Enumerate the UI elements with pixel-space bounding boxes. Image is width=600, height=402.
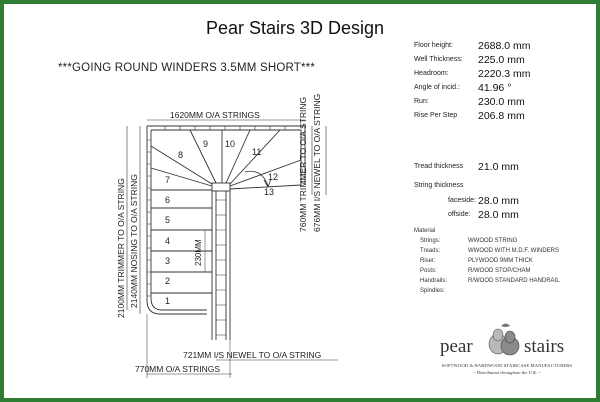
logo-tagline: SOFTWOOD & HARDWOOD STAIRCASE MANUFACTURERS xyxy=(441,363,573,368)
material-label: Treads: xyxy=(420,248,441,254)
step-number: 9 xyxy=(203,139,209,149)
step-number: 12 xyxy=(268,172,279,182)
spec-label: Rise Per Step xyxy=(414,112,458,119)
diagram-subtitle: ***GOING ROUND WINDERS 3.5MM SHORT*** xyxy=(58,62,316,74)
faceside-label: faceside: xyxy=(448,197,477,204)
dim-left-outer-label: 2140MM NOSING TO O/A STRING xyxy=(129,174,139,308)
material-label: Strings: xyxy=(420,238,441,244)
step-number: 13 xyxy=(264,187,275,197)
step-number: 1 xyxy=(165,296,171,306)
dim-left-inner-label: 2100MM TRIMMER TO O/A STRING xyxy=(116,178,126,318)
step-number: 3 xyxy=(165,256,171,266)
step-number: 7 xyxy=(165,175,171,185)
spec-value: 225.0 mm xyxy=(478,54,525,66)
material-label: Handrails: xyxy=(420,278,448,284)
dim-top-label: 1620MM O/A STRINGS xyxy=(170,110,260,120)
material-value: PLYWOOD 9MM THICK xyxy=(468,258,533,264)
spec-value: 2688.0 mm xyxy=(478,40,531,52)
dim-bottom-lower-label: 770MM O/A STRINGS xyxy=(135,364,221,374)
tread-thickness-label: Tread thickness xyxy=(414,163,464,170)
logo-tagline-2: ~ Distribution throughout the U.K. ~ xyxy=(473,370,541,375)
step-number: 2 xyxy=(165,276,171,286)
spec-label: Headroom: xyxy=(414,70,449,77)
string-thickness-label: String thickness xyxy=(414,182,464,189)
tread-thickness-value: 21.0 mm xyxy=(478,161,519,173)
pear-icon xyxy=(484,320,524,356)
logo-word-right: stairs xyxy=(524,336,565,357)
dim-right-outer-label: 676MM I/S NEWEL TO O/A STRING xyxy=(312,93,322,232)
offside-label: offside: xyxy=(448,211,471,218)
step-number: 11 xyxy=(252,147,262,157)
spec-value: 206.8 mm xyxy=(478,110,525,122)
logo-word-left: pear xyxy=(440,336,473,357)
material-label: Posts: xyxy=(420,268,437,274)
dim-bottom-upper-label: 721MM I/S NEWEL TO O/A STRING xyxy=(183,350,322,360)
spec-value: 230.0 mm xyxy=(478,96,525,108)
step-number: 4 xyxy=(165,236,171,246)
material-label: Riser: xyxy=(420,258,436,264)
inner-string-2 xyxy=(226,191,230,340)
material-value: R/WOOD STANDARD HANDRAIL xyxy=(468,278,560,284)
page-title: Pear Stairs 3D Design xyxy=(205,18,385,38)
material-value: R/WOOD STOP/CHAM xyxy=(468,268,531,274)
offside-value: 28.0 mm xyxy=(478,209,519,221)
material-value: WWOOD STRING xyxy=(468,238,518,244)
outer-string xyxy=(147,126,207,314)
step-number: 8 xyxy=(178,150,184,160)
spec-label: Run: xyxy=(414,98,429,105)
faceside-value: 28.0 mm xyxy=(478,195,519,207)
spec-label: Floor height: xyxy=(414,42,453,49)
spec-label: Well Thickness: xyxy=(414,56,463,63)
spec-label: Angle of incid.: xyxy=(414,84,460,91)
step-number: 10 xyxy=(225,139,236,149)
pear-stairs-logo xyxy=(432,318,582,388)
newel-post xyxy=(212,183,230,191)
material-label: Spindles: xyxy=(420,288,445,294)
dim-center-label: 230MM xyxy=(194,239,203,266)
spec-value: 41.96 ° xyxy=(478,82,512,94)
top-string xyxy=(147,126,305,185)
material-heading: Material xyxy=(414,228,436,234)
step-number: 6 xyxy=(165,195,171,205)
dim-right-inner-label: 760MM TRIMMER TO O/A STRING xyxy=(298,96,308,232)
spec-value: 2220.3 mm xyxy=(478,68,531,80)
step-number: 5 xyxy=(165,215,171,225)
material-value: WWOOD WITH M.D.F. WINDERS xyxy=(468,248,559,254)
inner-string xyxy=(212,191,216,340)
